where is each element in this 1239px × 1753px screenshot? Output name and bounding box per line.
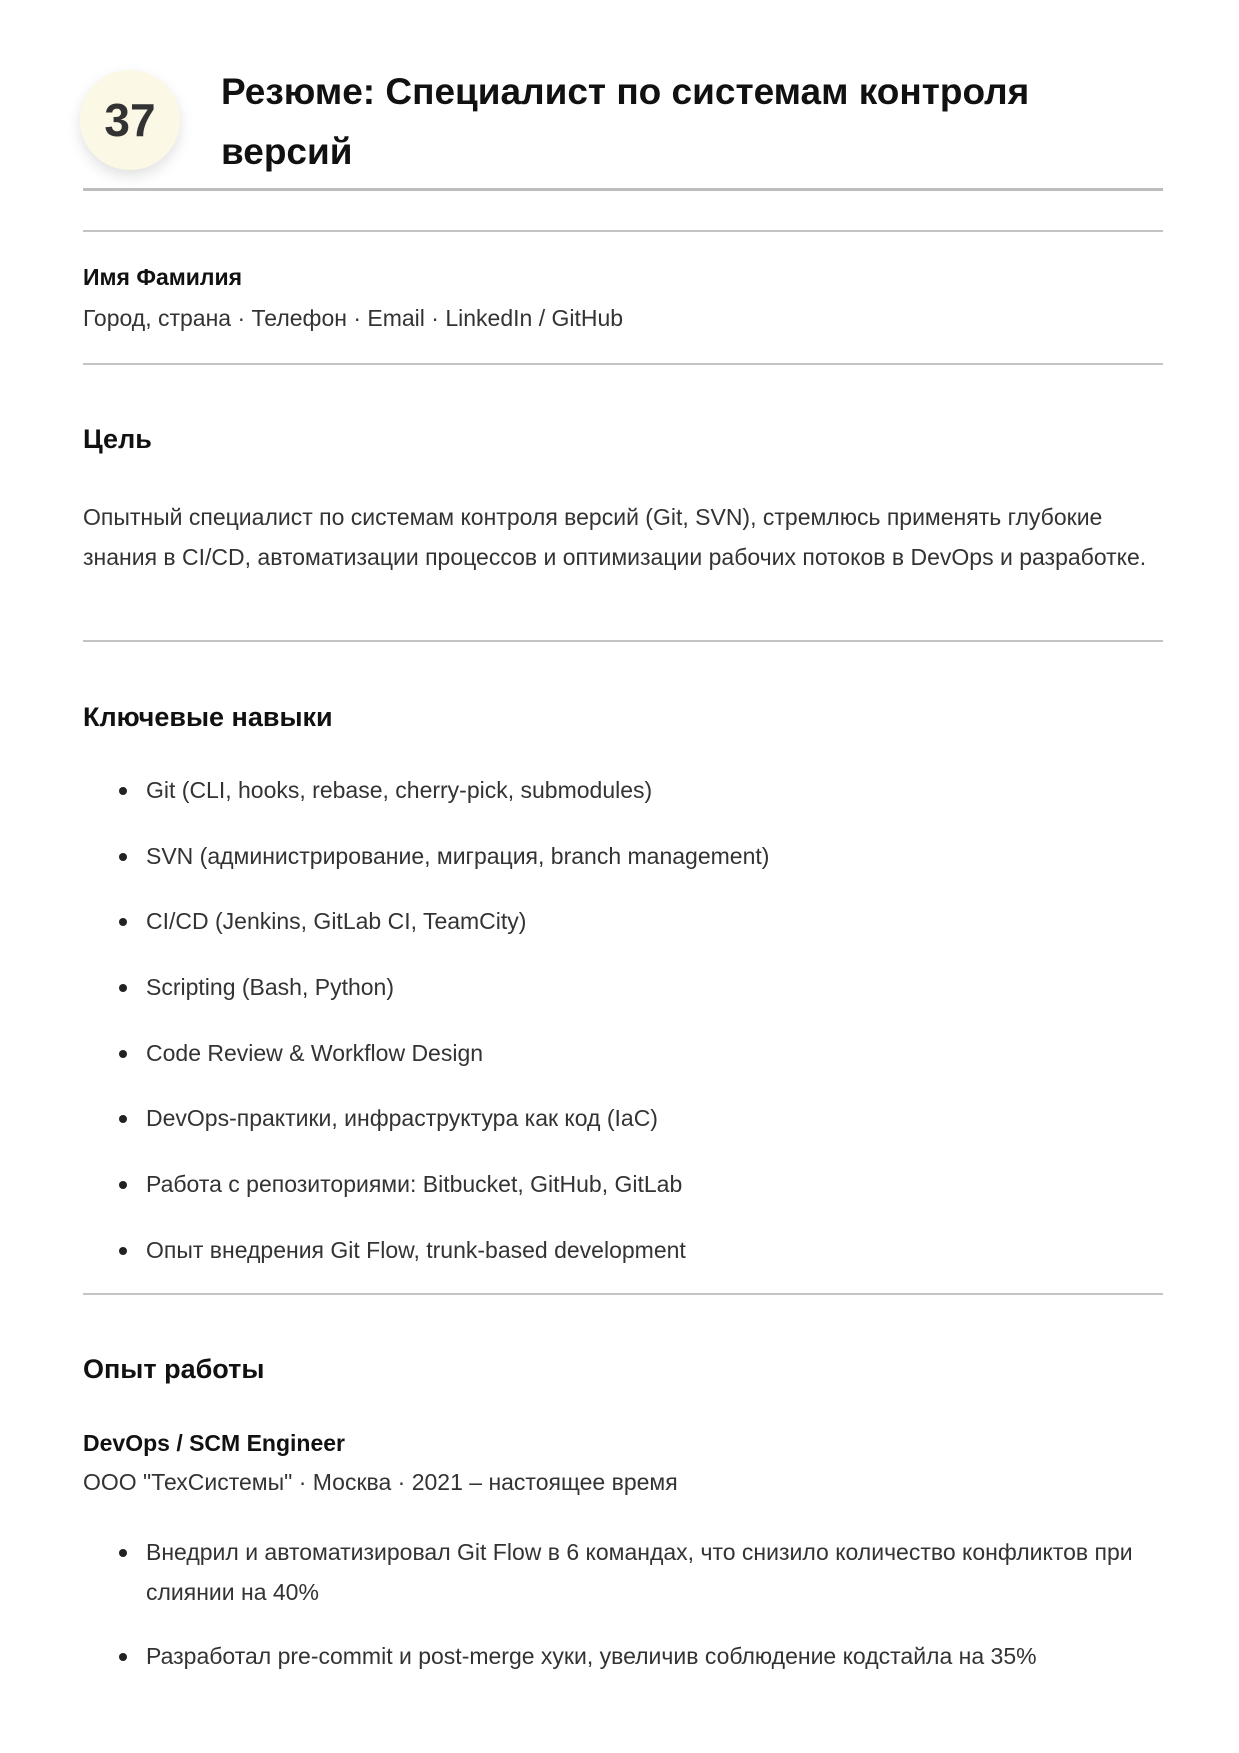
contact-details: Город, страна · Телефон · Email · LinkedIn / GitHub	[83, 305, 624, 331]
achievements-list	[83, 1532, 1163, 1700]
page-title: Резюме: Специалист по системам контроля версий	[221, 71, 1030, 172]
experience-heading: Опыт работы	[83, 1354, 265, 1384]
skill-item: Code Review & Workflow Design	[83, 1033, 1163, 1073]
skill-item: Работа с репозиториями: Bitbucket, GitHub, GitLab	[83, 1164, 1163, 1204]
candidate-name: Имя Фамилия	[83, 264, 243, 290]
skill-item: SVN (администрирование, миграция, branch management)	[83, 836, 1163, 876]
title-divider	[83, 188, 1163, 191]
divider	[83, 1293, 1163, 1295]
objective-heading: Цель	[83, 424, 152, 454]
skills-heading: Ключевые навыки	[83, 702, 333, 732]
objective-text: Опытный специалист по системам контроля версий (Git, SVN), стремлюсь применять глубокие знания в CI/CD, автоматизации процессов и оптимизации рабочих потоков в DevOps и разработке.	[83, 504, 1147, 570]
job-meta: ООО "ТехСистемы" · Москва · 2021 – настоящее время	[83, 1469, 678, 1495]
skill-item: Scripting (Bash, Python)	[83, 967, 1163, 1007]
job-title: DevOps / SCM Engineer	[83, 1430, 346, 1456]
divider	[83, 363, 1163, 365]
achievement-item: Внедрил и автоматизировал Git Flow в 6 командах, что снизило количество конфликтов при слиянии на 40%	[83, 1532, 1163, 1612]
divider	[83, 640, 1163, 642]
divider	[83, 230, 1163, 232]
skill-item: CI/CD (Jenkins, GitLab CI, TeamCity)	[83, 901, 1163, 941]
page-number-badge: 37	[80, 70, 180, 170]
skills-list	[83, 770, 1163, 1296]
skill-item: Git (CLI, hooks, rebase, cherry-pick, submodules)	[83, 770, 1163, 810]
achievement-item: Разработал pre-commit и post-merge хуки, увеличив соблюдение кодстайла на 35%	[83, 1636, 1163, 1676]
skill-item: DevOps-практики, инфраструктура как код (IaC)	[83, 1098, 1163, 1138]
skill-item: Опыт внедрения Git Flow, trunk-based development	[83, 1230, 1163, 1270]
